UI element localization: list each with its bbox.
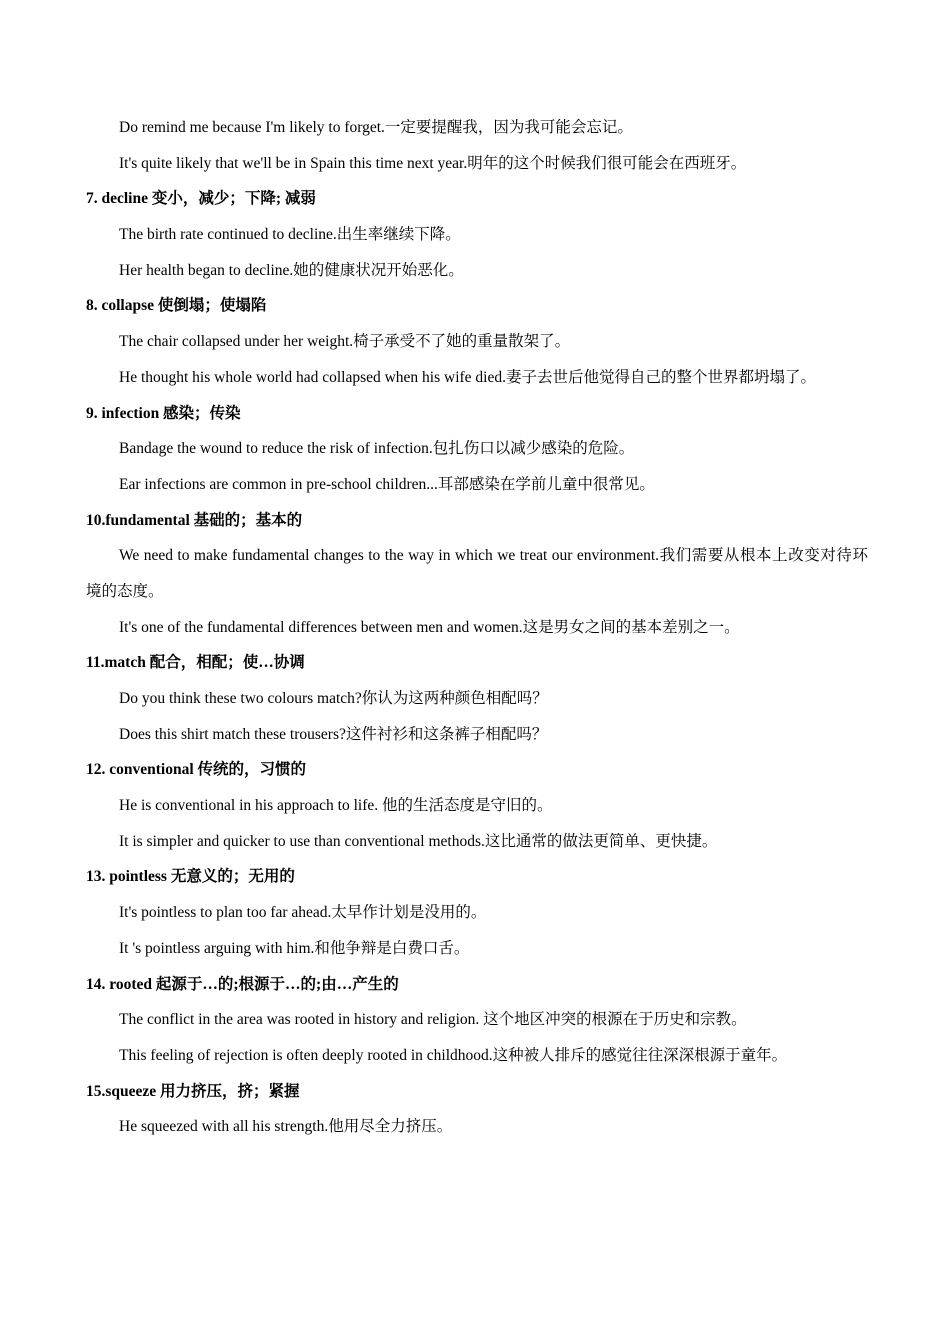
example-sentence: He is conventional in his approach to life. 他的生活态度是守旧的。 <box>119 797 553 815</box>
vocab-heading-collapse: 8. collapse 使倒塌；使塌陷 <box>86 297 267 315</box>
vocab-heading-fundamental: 10.fundamental 基础的；基本的 <box>86 511 303 529</box>
vocab-heading-match: 11.match 配合，相配；使…协调 <box>86 654 305 672</box>
vocab-heading-squeeze: 15.squeeze 用力挤压，挤；紧握 <box>86 1082 300 1100</box>
example-sentence: It 's pointless arguing with him.和他争辩是白费口舌。 <box>119 939 470 957</box>
example-sentence: It's pointless to plan too far ahead.太早作计划是没用的。 <box>119 904 487 922</box>
example-sentence: He squeezed with all his strength.他用尽全力挤压。 <box>119 1118 453 1136</box>
example-sentence: It's one of the fundamental differences between men and women.这是男女之间的基本差别之一。 <box>119 618 740 636</box>
vocab-heading-conventional: 12. conventional 传统的，习惯的 <box>86 761 307 779</box>
example-sentence: He thought his whole world had collapsed when his wife died.妻子去世后他觉得自己的整个世界都坍塌了。 <box>119 368 816 386</box>
example-sentence: Does this shirt match these trousers?这件衬衫和这条裤子相配吗？ <box>119 725 548 743</box>
example-sentence: We need to make fundamental changes to the way in which we treat our environment.我们需要从根本上改变对待环境的态度。 <box>86 547 868 600</box>
example-sentence: The birth rate continued to decline.出生率继续下降。 <box>119 226 461 244</box>
example-sentence: This feeling of rejection is often deeply rooted in childhood.这种被人排斥的感觉往往深深根源于童年。 <box>119 1046 788 1064</box>
example-sentence: The chair collapsed under her weight.椅子承受不了她的重量散架了。 <box>119 333 571 351</box>
vocab-heading-decline: 7. decline 变小，减少；下降; 减弱 <box>86 190 316 208</box>
example-sentence: Her health began to decline.她的健康状况开始恶化。 <box>119 261 464 279</box>
example-sentence: It is simpler and quicker to use than conventional methods.这比通常的做法更简单、更快捷。 <box>119 832 718 850</box>
example-sentence: Do remind me because I'm likely to forget.一定要提醒我，因为我可能会忘记。 <box>119 119 633 136</box>
example-sentence: The conflict in the area was rooted in history and religion. 这个地区冲突的根源在于历史和宗教。 <box>119 1011 747 1029</box>
vocab-heading-pointless: 13. pointless 无意义的；无用的 <box>86 868 295 886</box>
example-sentence: It's quite likely that we'll be in Spain this time next year.明年的这个时候我们很可能会在西班牙。 <box>119 154 747 172</box>
vocab-heading-infection: 9. infection 感染；传染 <box>86 404 241 422</box>
example-sentence: Ear infections are common in pre-school children...耳部感染在学前儿童中很常见。 <box>119 475 655 493</box>
vocabulary-list <box>86 110 868 1145</box>
example-sentence: Do you think these two colours match?你认为这两种颜色相配吗？ <box>119 690 548 708</box>
vocab-heading-rooted: 14. rooted 起源于…的;根源于…的;由…产生的 <box>86 975 399 993</box>
example-sentence: Bandage the wound to reduce the risk of infection.包扎伤口以减少感染的危险。 <box>119 440 635 458</box>
